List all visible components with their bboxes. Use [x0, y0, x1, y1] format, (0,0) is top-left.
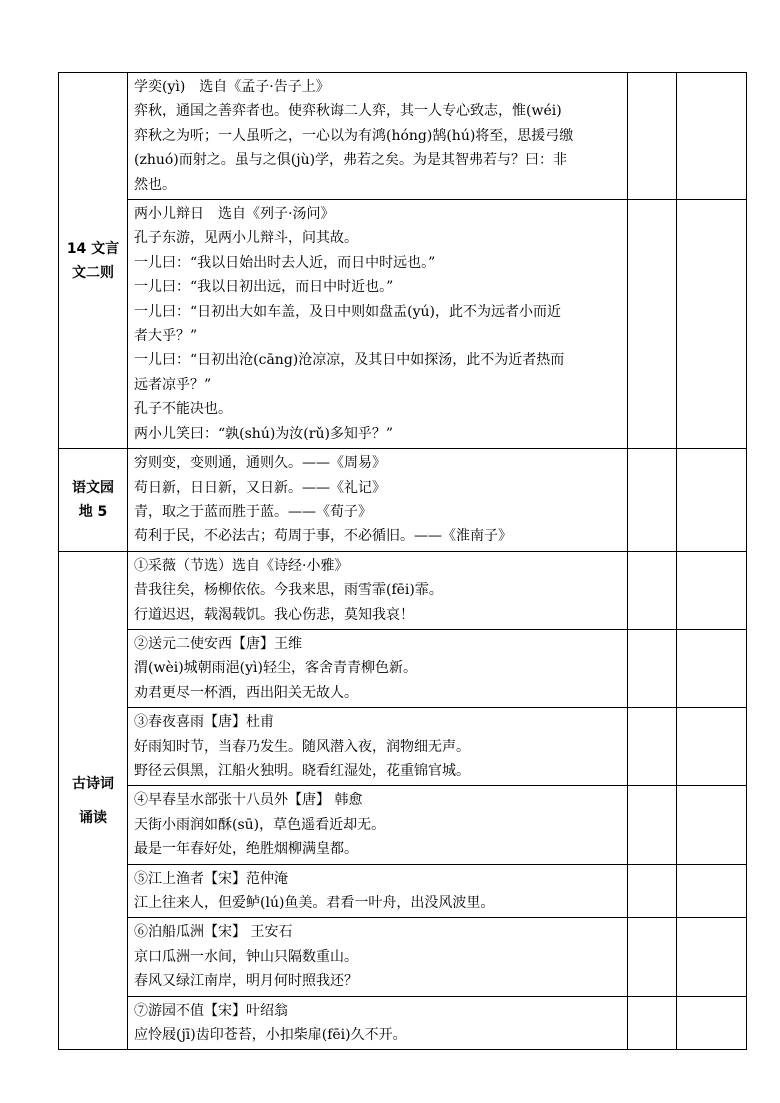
check-cell-a[interactable]: [628, 551, 677, 629]
passage-line: 一儿曰：“日初出大如车盖，及日中则如盘盂(yú)，此不为远者小而近: [134, 303, 562, 320]
check-cell-b[interactable]: [677, 200, 747, 449]
check-cell-b[interactable]: [677, 551, 747, 629]
unit-title-line: 语文园: [72, 479, 114, 496]
passage-line: 远者凉乎？”: [134, 376, 212, 393]
check-cell-b[interactable]: [677, 73, 747, 200]
check-cell-a[interactable]: [628, 200, 677, 449]
check-cell-b[interactable]: [677, 864, 747, 918]
table-row: [59, 918, 747, 996]
passage-heading: ⑦游园不值【宋】叶绍翁: [134, 1002, 288, 1019]
passage-line: 天街小雨润如酥(sū)，草色遥看近却无。: [134, 816, 386, 833]
check-cell-b[interactable]: [677, 449, 747, 552]
passage-cell: [128, 629, 628, 707]
passage-cell: [128, 708, 628, 786]
unit-title-line: 文二则: [72, 264, 114, 281]
check-cell-b[interactable]: [677, 708, 747, 786]
passage-line: 好雨知时节，当春乃发生。随风潜入夜，润物细无声。: [134, 738, 470, 755]
check-cell-a[interactable]: [628, 786, 677, 864]
passage-line: 应怜屐(jī)齿印苍苔，小扣柴扉(fēi)久不开。: [134, 1027, 407, 1044]
recitation-table: [58, 72, 747, 1050]
table-row: [59, 449, 747, 552]
unit-title-line: 14 文言: [66, 240, 120, 257]
passage-line: 一儿曰：“日初出沧(cāng)沧凉凉，及其日中如探汤，此不为近者热而: [134, 352, 565, 369]
check-cell-a[interactable]: [628, 708, 677, 786]
unit-title-cell: [59, 73, 128, 449]
passage-line: 者大乎？”: [134, 328, 198, 345]
check-cell-a[interactable]: [628, 449, 677, 552]
passage-heading: ②送元二使安西【唐】王维: [134, 635, 302, 652]
table-row: [59, 864, 747, 918]
passage-line: 渭(wèi)城朝雨浥(yì)轻尘，客舍青青柳色新。: [134, 660, 417, 677]
passage-line: 一儿曰：“我以日初出远，而日中时近也。”: [134, 279, 394, 296]
passage-heading: ⑥泊船瓜洲【宋】 王安石: [134, 924, 293, 941]
passage-line: 苟日新，日日新，又日新。——《礼记》: [134, 479, 386, 496]
passage-heading: ③春夜喜雨【唐】杜甫: [134, 714, 274, 731]
passage-cell: [128, 200, 628, 449]
passage-cell: [128, 449, 628, 552]
check-cell-a[interactable]: [628, 73, 677, 200]
check-cell-b[interactable]: [677, 918, 747, 996]
unit-title-cell: [59, 551, 128, 1050]
passage-line: 孔子东游，见两小儿辩斗，问其故。: [134, 230, 358, 247]
passage-heading: ④早春呈水部张十八员外【唐】 韩愈: [134, 792, 363, 809]
passage-cell: [128, 918, 628, 996]
passage-heading: ⑤江上渔者【宋】范仲淹: [134, 870, 288, 887]
check-cell-a[interactable]: [628, 996, 677, 1050]
passage-heading: ①采薇（节选）选自《诗经·小雅》: [134, 557, 349, 574]
passage-line: 昔我往矣，杨柳依依。今我来思，雨雪霏(fēi)霏。: [134, 582, 443, 599]
table-row: [59, 786, 747, 864]
passage-cell: [128, 786, 628, 864]
passage-line: 京口瓜洲一水间，钟山只隔数重山。: [134, 948, 358, 965]
unit-title-line: 古诗词: [72, 775, 114, 792]
passage-line: 弈秋之为听；一人虽听之，一心以为有鸿(hóng)鹄(hú)将至，思援弓缴: [134, 127, 574, 144]
passage-line: 江上往来人，但爱鲈(lú)鱼美。君看一叶舟，出没风波里。: [134, 895, 495, 911]
unit-title-line: 诵读: [79, 809, 107, 826]
check-cell-a[interactable]: [628, 629, 677, 707]
passage-cell: [128, 864, 628, 918]
passage-line: 春风又绿江南岸，明月何时照我还？: [134, 973, 358, 990]
passage-line: 最是一年春好处，绝胜烟柳满皇都。: [134, 841, 358, 858]
passage-line: 苟利于民，不必法古；苟周于事，不必循旧。——《淮南子》: [134, 528, 512, 545]
table-row: [59, 629, 747, 707]
table-row: [59, 996, 747, 1050]
passage-line: 野径云俱黑，江船火独明。晓看红湿处，花重锦官城。: [134, 762, 470, 779]
passage-line: 青，取之于蓝而胜于蓝。——《荀子》: [134, 503, 372, 520]
passage-heading: 两小儿辩日 选自《列子·汤问》: [134, 206, 335, 223]
passage-heading: 穷则变，变则通，通则久。——《周易》: [134, 455, 386, 472]
unit-title-line: 地 5: [78, 503, 108, 520]
table-row: [59, 200, 747, 449]
table-row: [59, 708, 747, 786]
check-cell-b[interactable]: [677, 996, 747, 1050]
table-body: [59, 73, 747, 1050]
passage-line: (zhuó)而射之。虽与之俱(jù)学，弗若之矣。为是其智弗若与？曰：非: [134, 152, 568, 169]
check-cell-b[interactable]: [677, 786, 747, 864]
passage-line: 两小儿笑曰：“孰(shú)为汝(rǔ)多知乎？”: [134, 425, 394, 442]
unit-title-cell: [59, 449, 128, 552]
passage-heading: 学奕(yì) 选自《孟子·告子上》: [134, 79, 330, 95]
passage-line: 孔子不能决也。: [134, 401, 232, 418]
check-cell-a[interactable]: [628, 864, 677, 918]
passage-line: 弈秋，通国之善弈者也。使弈秋诲二人弈，其一人专心致志，惟(wéi): [134, 103, 562, 120]
passage-line: 然也。: [134, 176, 176, 193]
table-row: [59, 73, 747, 200]
check-cell-b[interactable]: [677, 629, 747, 707]
passage-cell: [128, 996, 628, 1050]
passage-line: 劝君更尽一杯酒，西出阳关无故人。: [134, 684, 358, 701]
check-cell-a[interactable]: [628, 918, 677, 996]
table-row: [59, 551, 747, 629]
passage-cell: [128, 73, 628, 200]
passage-line: 行道迟迟，载渴载饥。我心伤悲，莫知我哀！: [134, 606, 414, 623]
passage-line: 一儿曰：“我以日始出时去人近，而日中时远也。”: [134, 254, 436, 271]
passage-cell: [128, 551, 628, 629]
